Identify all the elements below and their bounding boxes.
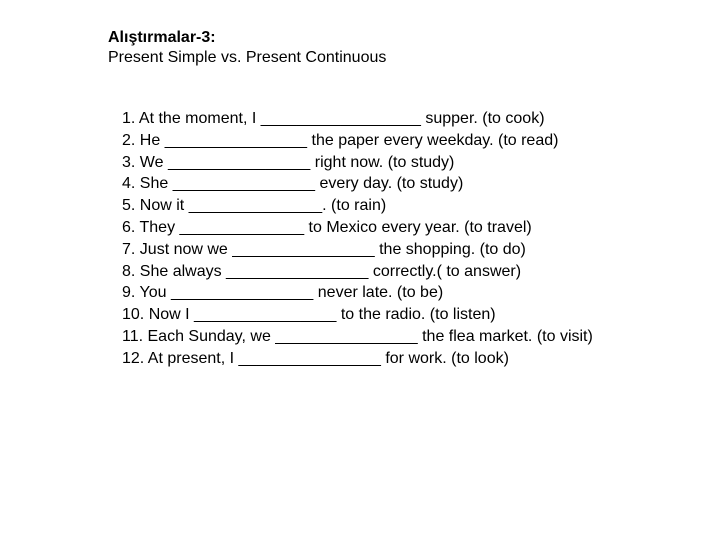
worksheet-title: Alıştırmalar-3: bbox=[108, 29, 216, 46]
exercise-item-2: 2. He ________________ the paper every weekday. (to read) bbox=[122, 131, 559, 149]
exercise-list bbox=[122, 108, 622, 370]
exercise-item-3: 3. We ________________ right now. (to study) bbox=[122, 153, 455, 171]
exercise-item-11: 11. Each Sunday, we ________________ the flea market. (to visit) bbox=[122, 327, 593, 345]
exercise-item-6: 6. They ______________ to Mexico every year. (to travel) bbox=[122, 218, 532, 236]
exercise-item-4: 4. She ________________ every day. (to study) bbox=[122, 175, 464, 193]
worksheet-subtitle: Present Simple vs. Present Continuous bbox=[108, 49, 387, 66]
exercise-item-12: 12. At present, I ________________ for work. (to look) bbox=[122, 349, 509, 367]
worksheet-header bbox=[108, 28, 668, 68]
exercise-item-10: 10. Now I ________________ to the radio. (to listen) bbox=[122, 306, 496, 324]
exercise-item-9: 9. You ________________ never late. (to be) bbox=[122, 284, 444, 302]
exercise-item-5: 5. Now it _______________. (to rain) bbox=[122, 197, 387, 215]
exercise-item-1: 1. At the moment, I __________________ supper. (to cook) bbox=[122, 110, 545, 127]
exercise-item-7: 7. Just now we ________________ the shopping. (to do) bbox=[122, 240, 526, 258]
exercise-item-8: 8. She always ________________ correctly.( to answer) bbox=[122, 262, 522, 280]
